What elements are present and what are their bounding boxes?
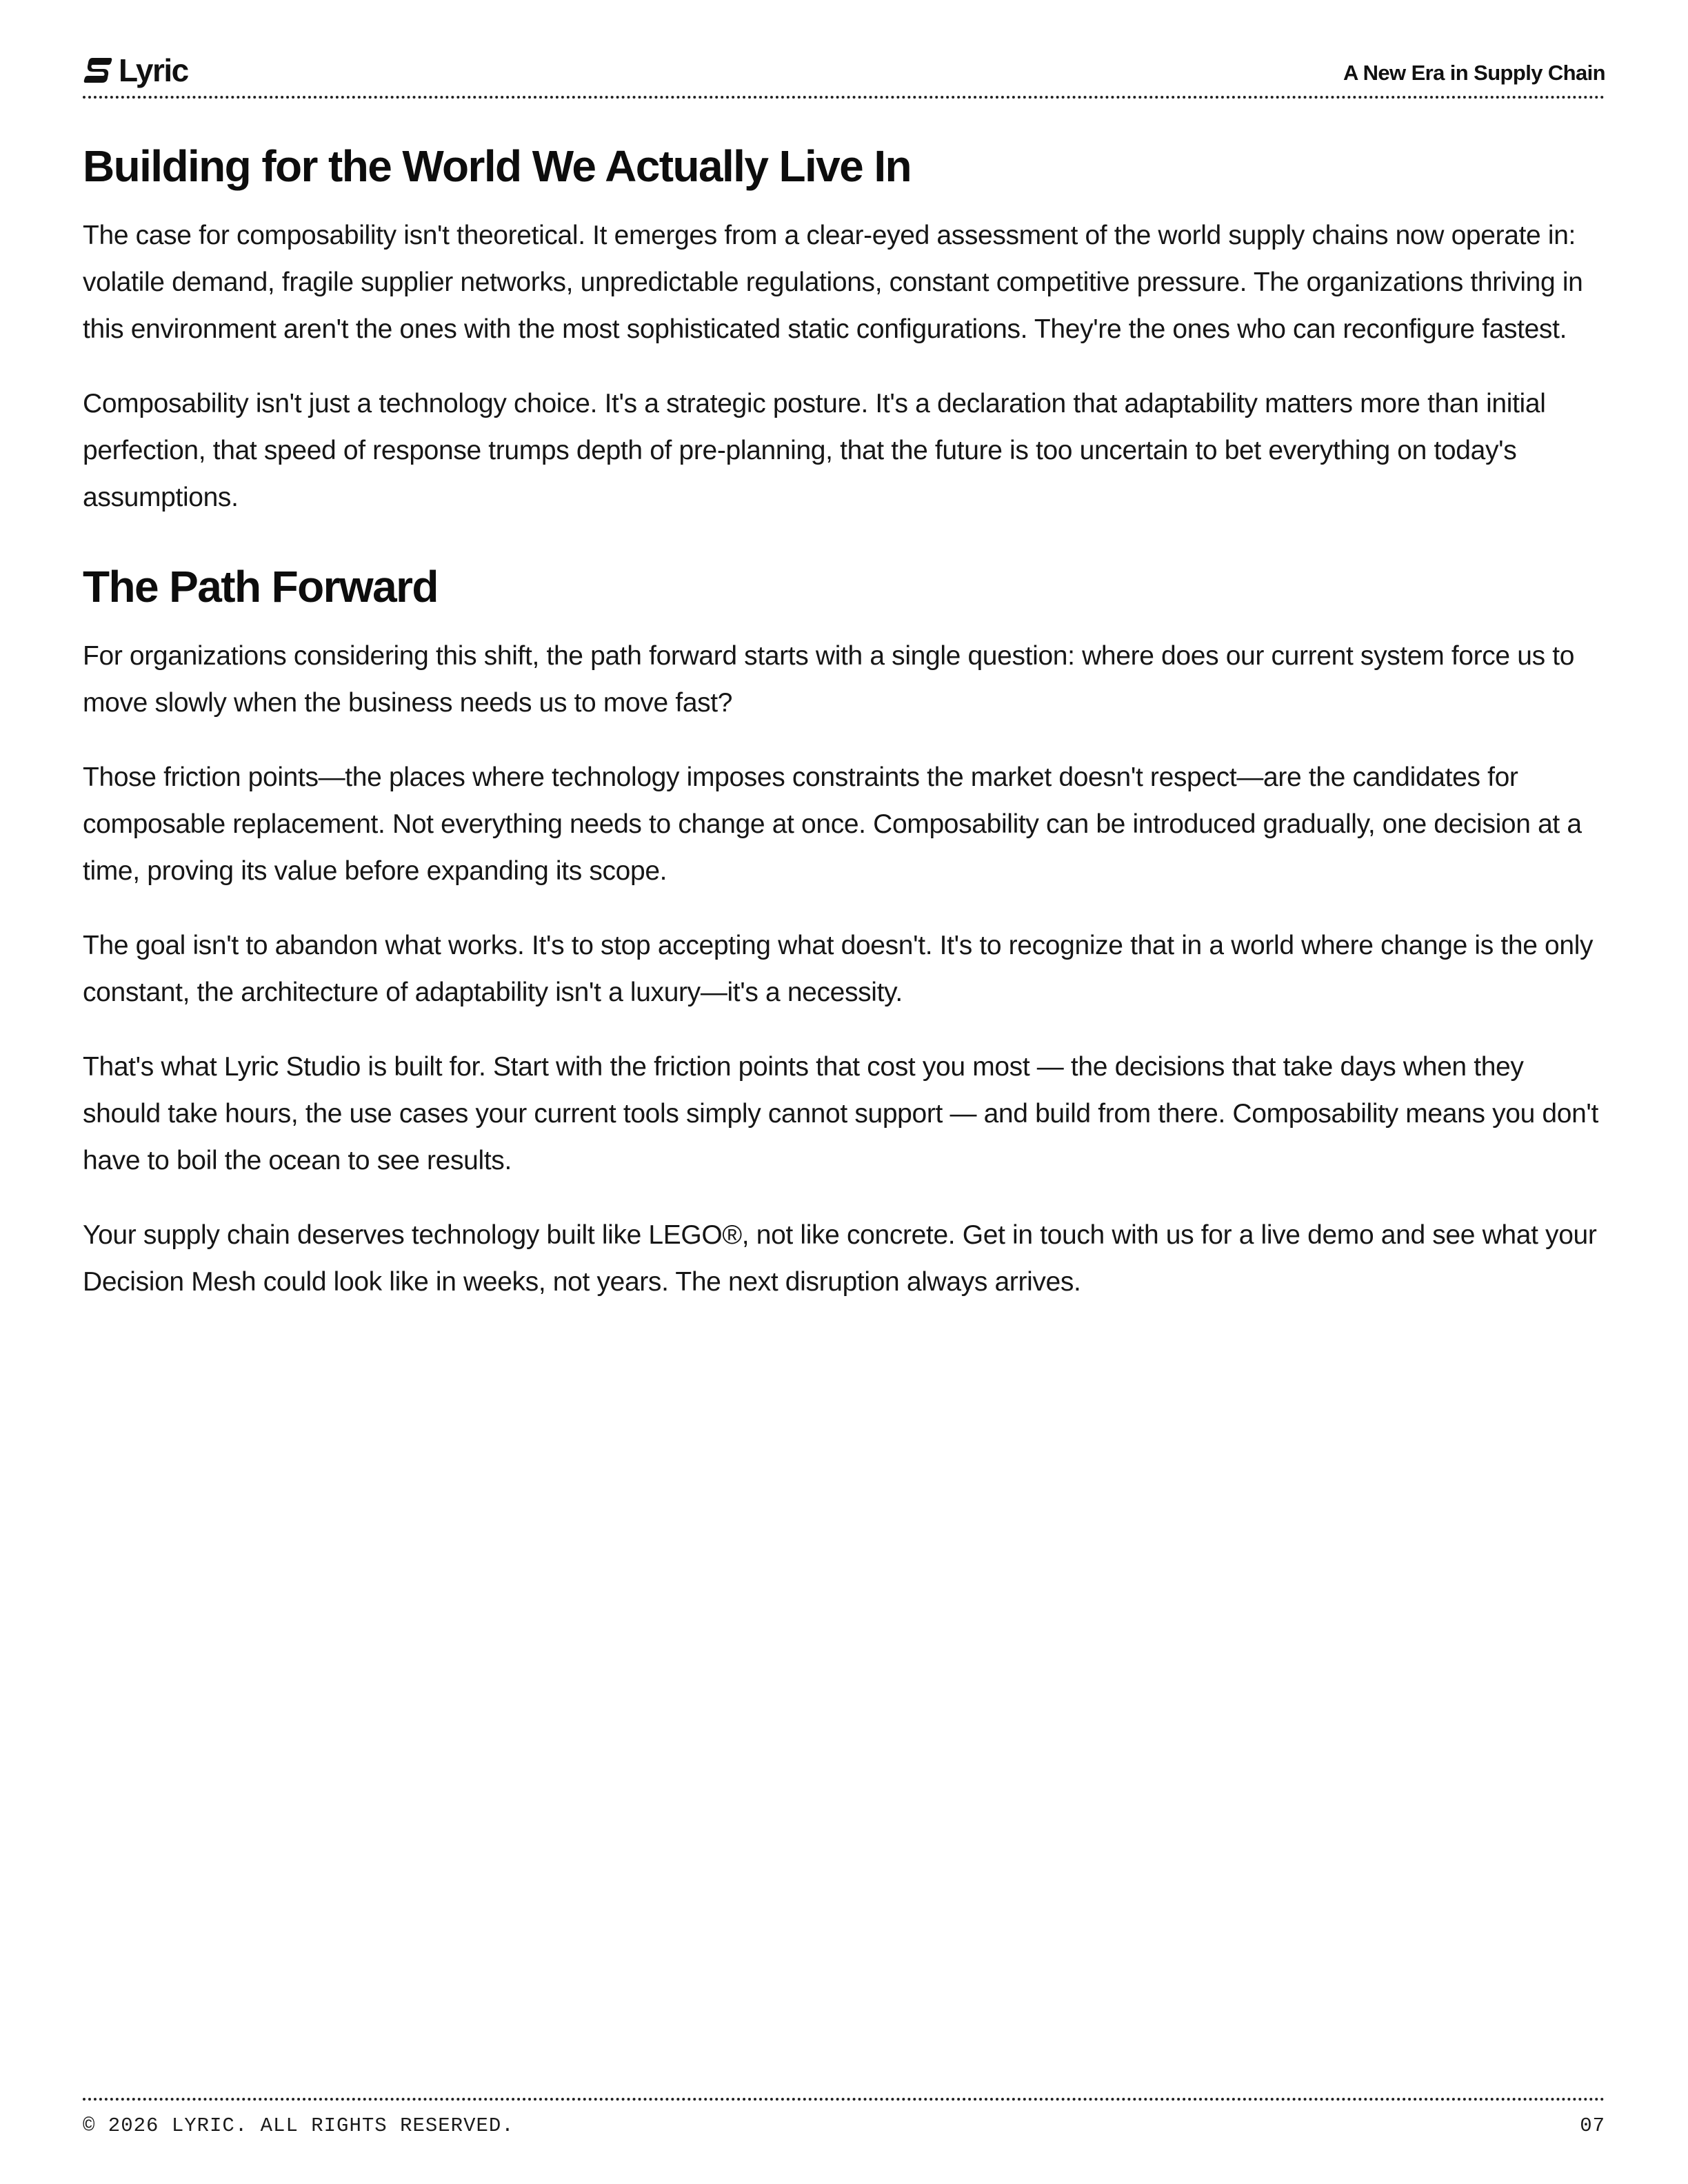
section-heading-building: Building for the World We Actually Live In <box>83 141 912 191</box>
document-page <box>83 0 1605 2184</box>
main-content <box>83 135 1605 1333</box>
logo-wordmark: Lyric <box>119 52 188 88</box>
body-paragraph: Those friction points—the places where technology imposes constraints the market doesn't respect—are the candidates for composable replacement. Not everything needs to change at once. Composability can be introduced gradually, one decision at a time, proving its value before expanding its scope. <box>83 762 1582 886</box>
body-paragraph: The case for composability isn't theoretical. It emerges from a clear-eyed assessment of the world supply chains now operate in: volatile demand, fragile supplier networks, unpredictable regulations, constant competitive pressure. The organizations thriving in this environment aren't the ones with the most sophisticated static configurations. They're the ones who can reconfigure fastest. <box>83 221 1583 344</box>
footer-copyright: © 2026 LYRIC. ALL RIGHTS RESERVED. <box>83 2114 514 2137</box>
body-paragraph: Composability isn't just a technology choice. It's a strategic posture. It's a declaration that adaptability matters more than initial perfection, that speed of response trumps depth of pre-planning, that the future is too uncertain to bet everything on today's assumptions. <box>83 389 1546 512</box>
body-paragraph: Your supply chain deserves technology built like LEGO®, not like concrete. Get in touch with us for a live demo and see what your Decision Mesh could look like in weeks, not years. The next disruption always arrives. <box>83 1220 1597 1297</box>
body-paragraph: The goal isn't to abandon what works. It's to stop accepting what doesn't. It's to recognize that in a world where change is the only constant, the architecture of adaptability isn't a luxury—it's a necessity. <box>83 931 1594 1007</box>
body-paragraph: That's what Lyric Studio is built for. Start with the friction points that cost you most — the decisions that take days when they should take hours, the use cases your current tools simply cannot support — and build from there. Composability means you don't have to boil the ocean to see results. <box>83 1052 1598 1175</box>
lyric-logo-icon <box>83 57 113 84</box>
header-divider <box>83 96 1605 99</box>
body-paragraph: For organizations considering this shift, the path forward starts with a single question: where does our current system force us to move slowly when the business needs us to move fast? <box>83 641 1575 718</box>
section-heading-path-forward: The Path Forward <box>83 562 438 611</box>
page-header <box>83 51 1605 90</box>
header-tagline: A New Era in Supply Chain <box>1343 61 1605 85</box>
footer-divider <box>83 2098 1605 2101</box>
brand-logo <box>83 51 188 90</box>
page-number: 07 <box>1580 2114 1605 2137</box>
